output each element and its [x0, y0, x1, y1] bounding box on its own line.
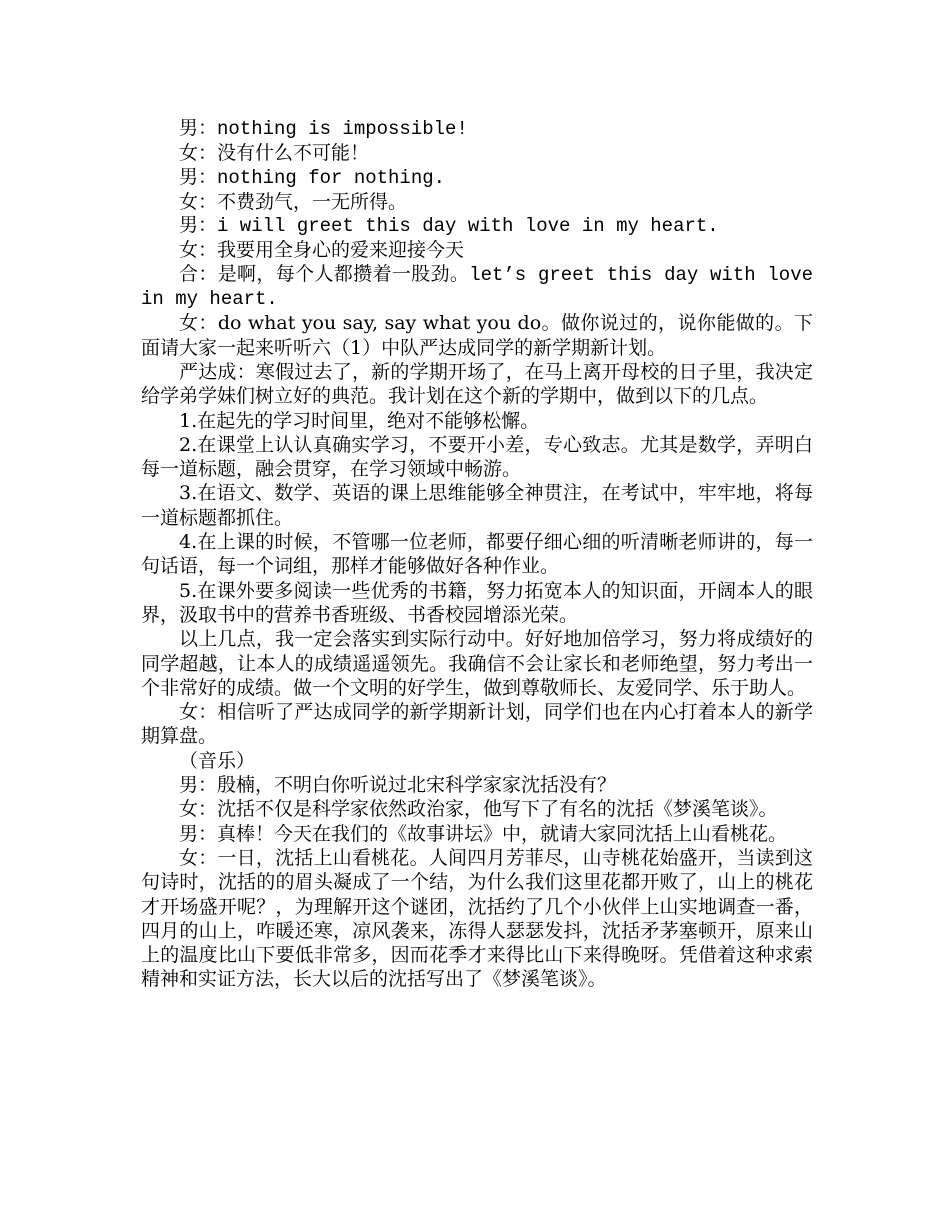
paragraph-15: 以上几点，我一定会落实到实际行动中。好好地加倍学习，努力将成绩好的同学超越，让本人的成绩遥遥领先。我确信不会让家长和老师绝望，努力考出一个非常好的成绩。做一个文明的好学生，做到尊敬师长、友爱同学、乐于助人。 [141, 628, 813, 699]
list-item-1: 1.在起先的学习时间里，绝对不能够松懈。 [179, 409, 540, 432]
paragraph-7: 合：是啊，每个人都攒着一股劲。let’s greet this day with love in my heart. [141, 263, 813, 311]
paragraph-21: 女：一日，沈括上山看桃花。人间四月芳菲尽，山寺桃花始盛开，当读到这句诗时，沈括的的眉头凝成了一个结，为什么我们这里花都开败了，山上的桃花才开场盛开呢？，为理解开这个谜团，沈括约了几个小伙伴上山实地调查一番，四月的山上，咋暖还寒，凉风袭来，冻得人瑟瑟发抖，沈括矛茅塞顿开，原来山上的温度比山下要低非常多，因而花季才来得比山下来得晚呀。凭借着这种求索精神和实证方法，长大以后的沈括写出了《梦溪笔谈》。 [141, 846, 813, 991]
list-item-2: 2.在课堂上认认真确实学习，不要开小差，专心致志。尤其是数学，弄明白每一道标题，融会贯穿，在学习领域中畅游。 [141, 433, 813, 481]
paragraph-2: 女：没有什么不可能！ [179, 142, 370, 165]
paragraph-16: 女：相信听了严达成同学的新学期新计划，同学们也在内心打着本人的新学期算盘。 [141, 701, 813, 748]
list-item-3: 3.在语文、数学、英语的课上思维能够全神贯注，在考试中，牢牢地，将每一道标题都抓住。 [141, 482, 813, 529]
paragraph-3: 男：nothing for nothing. [179, 166, 446, 189]
music-cue: （音乐） [179, 749, 256, 772]
list-item-4: 4.在上课的时候，不管哪一位老师，都要仔细心细的听清晰老师讲的，每一句话语，每一个词组，那样才能够做好各种作业。 [141, 531, 813, 578]
paragraph-1: 男：nothing is impossible! [179, 118, 468, 140]
list-item-5: 5.在课外要多阅读一些优秀的书籍，努力拓宽本人的知识面，开阔本人的眼界，汲取书中的营养书香班级、书香校园增添光荣。 [141, 579, 813, 626]
paragraph-5: 男：i will greet this day with love in my heart. [179, 215, 719, 238]
paragraph-6: 女：我要用全身心的爱来迎接今天 [179, 239, 465, 262]
paragraph-9: 严达成：寒假过去了，新的学期开场了，在马上离开母校的日子里，我决定给学弟学妹们树立好的典范。我计划在这个新的学期中，做到以下的几点。 [141, 360, 813, 408]
document-body [141, 117, 813, 992]
paragraph-20: 男：真棒！今天在我们的《故事讲坛》中，就请大家同沈括上山看桃花。 [179, 822, 788, 845]
paragraph-18: 男：殷楠，不明白你听说过北宋科学家家沈括没有？ [179, 774, 617, 797]
paragraph-19: 女：沈括不仅是科学家依然政治家，他写下了有名的沈括《梦溪笔谈》。 [179, 798, 778, 821]
paragraph-4: 女：不费劲气，一无所得。 [179, 190, 408, 213]
paragraph-8: 女：do what you say, say what you do。做你说过的，说你能做的。下面请大家一起来听听六（1）中队严达成同学的新学期新计划。 [141, 312, 813, 359]
